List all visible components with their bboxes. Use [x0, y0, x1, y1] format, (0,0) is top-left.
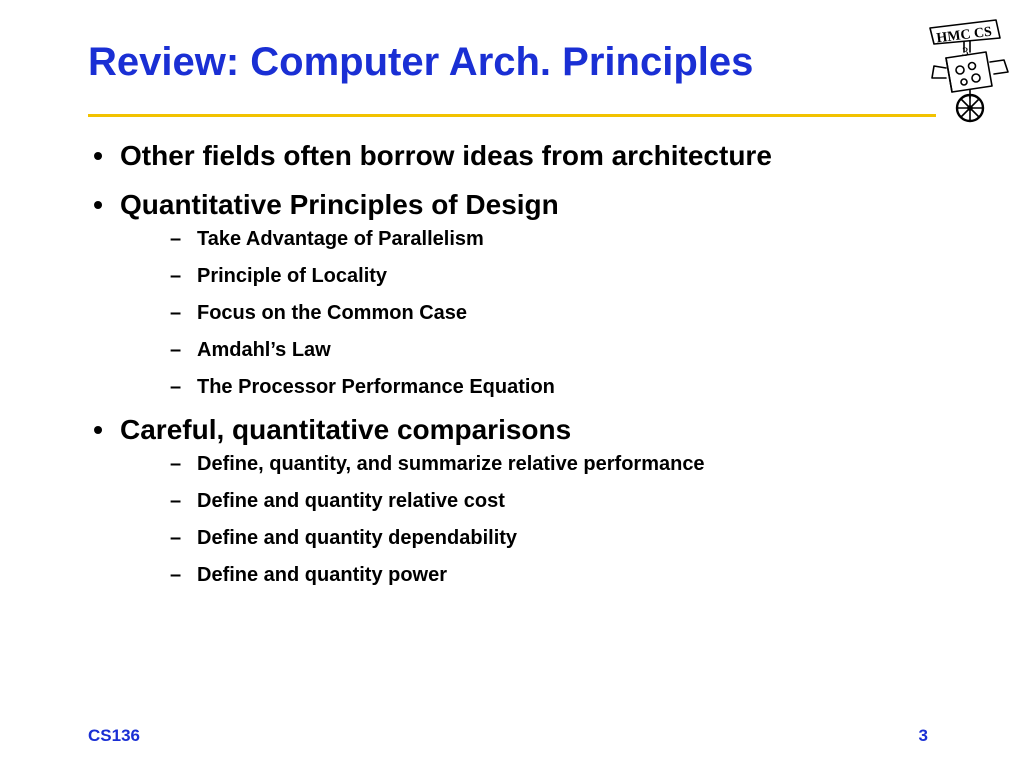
dash-marker: –	[170, 339, 182, 361]
sub-bullet-text: Take Advantage of Parallelism	[197, 228, 484, 250]
sub-bullet-text: Define and quantity dependability	[197, 527, 518, 549]
dash-marker: –	[170, 527, 182, 549]
bullet-marker: •	[93, 414, 103, 445]
sub-bullet-item	[120, 562, 988, 588]
slide-title: Review: Computer Arch. Principles	[88, 40, 754, 84]
sub-bullet-item	[120, 488, 988, 514]
dash-marker: –	[170, 302, 182, 324]
sub-bullet-text: Define and quantity power	[197, 564, 448, 586]
sub-bullet-item	[120, 525, 988, 551]
sub-bullet-text: Define and quantity relative cost	[197, 490, 505, 512]
bullet-list	[88, 137, 988, 588]
sub-bullet-text: Amdahl’s Law	[197, 339, 331, 361]
dash-marker: –	[170, 265, 182, 287]
sub-bullet-item	[120, 337, 988, 363]
sub-bullet-list	[120, 451, 988, 588]
sub-bullet-item	[120, 226, 988, 252]
sub-bullet-text: Define, quantity, and summarize relative performance	[197, 453, 705, 475]
title-underline	[88, 114, 936, 117]
footer-course: CS136	[88, 726, 140, 745]
slide-body	[88, 137, 988, 599]
dash-marker: –	[170, 564, 182, 586]
footer-page-number: 3	[918, 726, 928, 745]
bullet-item	[88, 186, 988, 400]
dash-marker: –	[170, 228, 182, 250]
bullet-item	[88, 411, 988, 588]
sub-bullet-text: Focus on the Common Case	[197, 302, 468, 324]
bullet-text: Other fields often borrow ideas from architecture	[120, 140, 772, 171]
sub-bullet-text: Principle of Locality	[197, 265, 388, 287]
sub-bullet-item	[120, 451, 988, 477]
sub-bullet-item	[120, 263, 988, 289]
bullet-marker: •	[93, 189, 103, 220]
bullet-item	[88, 137, 988, 175]
logo-sign-text: HMC CS	[935, 24, 993, 47]
bullet-marker: •	[93, 140, 103, 171]
sub-bullet-text: The Processor Performance Equation	[197, 376, 555, 398]
dash-marker: –	[170, 490, 182, 512]
bullet-text: Careful, quantitative comparisons	[120, 414, 572, 445]
sub-bullet-list	[120, 226, 988, 400]
sub-bullet-item	[120, 300, 988, 326]
dash-marker: –	[170, 376, 182, 398]
bullet-text: Quantitative Principles of Design	[120, 189, 559, 220]
dash-marker: –	[170, 453, 182, 475]
logo-number: 3	[962, 44, 969, 59]
sub-bullet-item	[120, 374, 988, 400]
hmc-cs-robot-logo-icon	[924, 14, 1024, 126]
